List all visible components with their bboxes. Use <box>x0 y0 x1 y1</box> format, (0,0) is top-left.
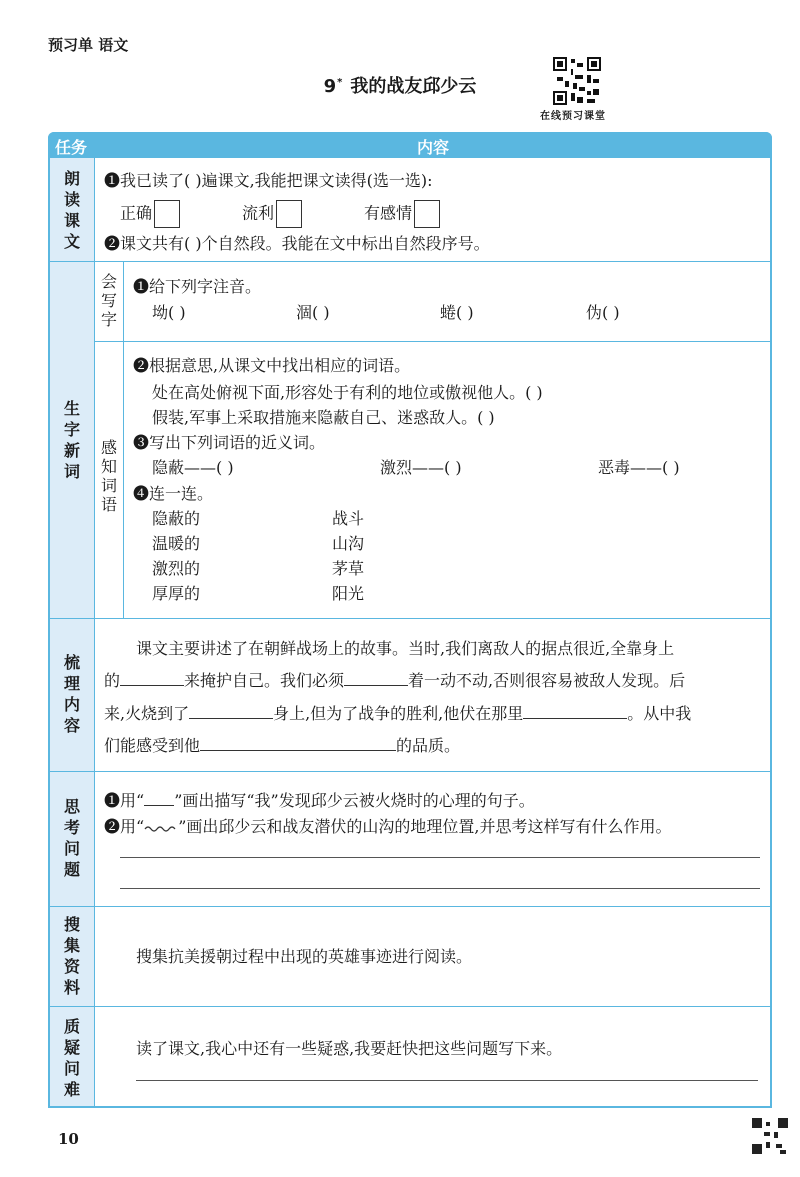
task-think-questions: 思 考 问 题 <box>63 797 80 879</box>
synonym-item: 恶毒——( ) <box>598 458 680 477</box>
summary-line-4: 们能感受到他 的品质。 <box>104 736 461 755</box>
match-left-item[interactable]: 厚厚的 <box>152 584 201 603</box>
lesson-title-text: 我的战友邱少云 <box>350 76 477 97</box>
row-divider <box>50 906 770 907</box>
match-right-item[interactable]: 山沟 <box>332 534 365 553</box>
synonym-instruction: ❸写出下列词语的近义词。 <box>133 433 326 452</box>
wavy-line-icon <box>144 823 178 833</box>
think-question-1: ❶用“ ”画出描写“我”发现邱少云被火烧时的心理的句子。 <box>104 791 535 810</box>
fill-blank[interactable] <box>523 702 627 719</box>
row-divider <box>50 1006 770 1007</box>
checkbox-fluent[interactable] <box>276 200 302 228</box>
task-question-doubts: 质 疑 问 难 <box>63 1017 80 1099</box>
read-option-emotional: 有感情 <box>364 200 440 228</box>
qr-label: 在线预习课堂 <box>540 111 606 122</box>
pinyin-instruction: ❶给下列字注音。 <box>133 277 262 296</box>
pinyin-item: 坳( ) <box>152 303 186 322</box>
think-question-2: ❷用“ ”画出邱少云和战友潜伏的山沟的地理位置,并思考这样写有什么作用。 <box>104 817 672 836</box>
fill-blank[interactable] <box>200 734 396 751</box>
qr-code-small-icon[interactable] <box>752 1118 788 1158</box>
qr-code-icon[interactable] <box>553 57 601 105</box>
answer-line[interactable] <box>120 857 760 858</box>
match-right-item[interactable]: 茅草 <box>332 559 365 578</box>
match-left-item[interactable]: 隐蔽的 <box>152 509 201 528</box>
synonym-item: 隐蔽——( ) <box>152 458 234 477</box>
match-right-item[interactable]: 战斗 <box>332 509 365 528</box>
task-collect-materials: 搜 集 资 料 <box>63 915 80 997</box>
meaning-item: 处在高处俯视下面,形容处于有利的地位或傲视他人。( ) <box>152 383 543 402</box>
task-new-words: 生 字 新 词 <box>63 399 80 481</box>
read-question-2: ❷课文共有( )个自然段。我能在文中标出自然段序号。 <box>104 234 490 253</box>
read-question-1: ❶我已读了( )遍课文,我能把课文读得(选一选): <box>104 171 433 190</box>
subrow-divider <box>94 341 770 342</box>
fill-blank[interactable] <box>120 669 184 686</box>
answer-line[interactable] <box>120 888 760 889</box>
lesson-title <box>0 72 800 98</box>
summary-line-1: 课文主要讲述了在朝鲜战场上的故事。当时,我们离敌人的据点很近,全靠身上 <box>136 639 675 658</box>
header-content: 内容 <box>416 138 449 157</box>
sublabel-perceive-words: 感 知 词 语 <box>100 438 117 514</box>
checkbox-emotional[interactable] <box>414 200 440 228</box>
read-option-fluent: 流利 <box>242 200 302 228</box>
collect-text: 搜集抗美援朝过程中出现的英雄事迹进行阅读。 <box>136 947 473 966</box>
subcolumn-divider <box>123 262 124 618</box>
answer-line[interactable] <box>136 1080 758 1081</box>
header-task: 任务 <box>54 138 87 157</box>
fill-blank[interactable] <box>344 669 408 686</box>
row-divider <box>50 618 770 619</box>
synonym-item: 激烈——( ) <box>380 458 462 477</box>
fill-blank[interactable] <box>189 702 273 719</box>
task-sort-content: 梳 理 内 容 <box>63 653 80 735</box>
match-left-item[interactable]: 温暖的 <box>152 534 201 553</box>
task-read-aloud: 朗 读 课 文 <box>63 169 80 251</box>
page-number: 10 <box>58 1130 79 1148</box>
row-divider <box>50 771 770 772</box>
pinyin-item: 涸( ) <box>296 303 330 322</box>
pinyin-item: 蜷( ) <box>440 303 474 322</box>
doubts-text: 读了课文,我心中还有一些疑惑,我要赶快把这些问题写下来。 <box>136 1039 563 1058</box>
checkbox-accurate[interactable] <box>154 200 180 228</box>
read-option-accurate: 正确 <box>120 200 180 228</box>
match-right-item[interactable]: 阳光 <box>332 584 365 603</box>
summary-line-2: 的 来掩护自己。我们必须 着一动不动,否则很容易被敌人发现。后 <box>104 671 686 690</box>
title-mark: * <box>337 77 343 88</box>
match-instruction: ❹连一连。 <box>133 484 214 503</box>
row-divider <box>50 261 770 262</box>
match-left-item[interactable]: 激烈的 <box>152 559 201 578</box>
straight-line-icon <box>144 791 174 806</box>
pinyin-item: 伪( ) <box>586 303 620 322</box>
meaning-instruction: ❷根据意思,从课文中找出相应的词语。 <box>133 356 411 375</box>
sublabel-write-chars: 会 写 字 <box>100 272 117 329</box>
summary-line-3: 来,火烧到了 身上,但为了战争的胜利,他伏在那里 。从中我 <box>104 704 692 723</box>
lesson-number: 9 <box>323 76 337 97</box>
header-label: 预习单 语文 <box>48 36 129 54</box>
meaning-item: 假装,军事上采取措施来隐蔽自己、迷惑敌人。( ) <box>152 408 495 427</box>
table-header <box>48 132 772 158</box>
